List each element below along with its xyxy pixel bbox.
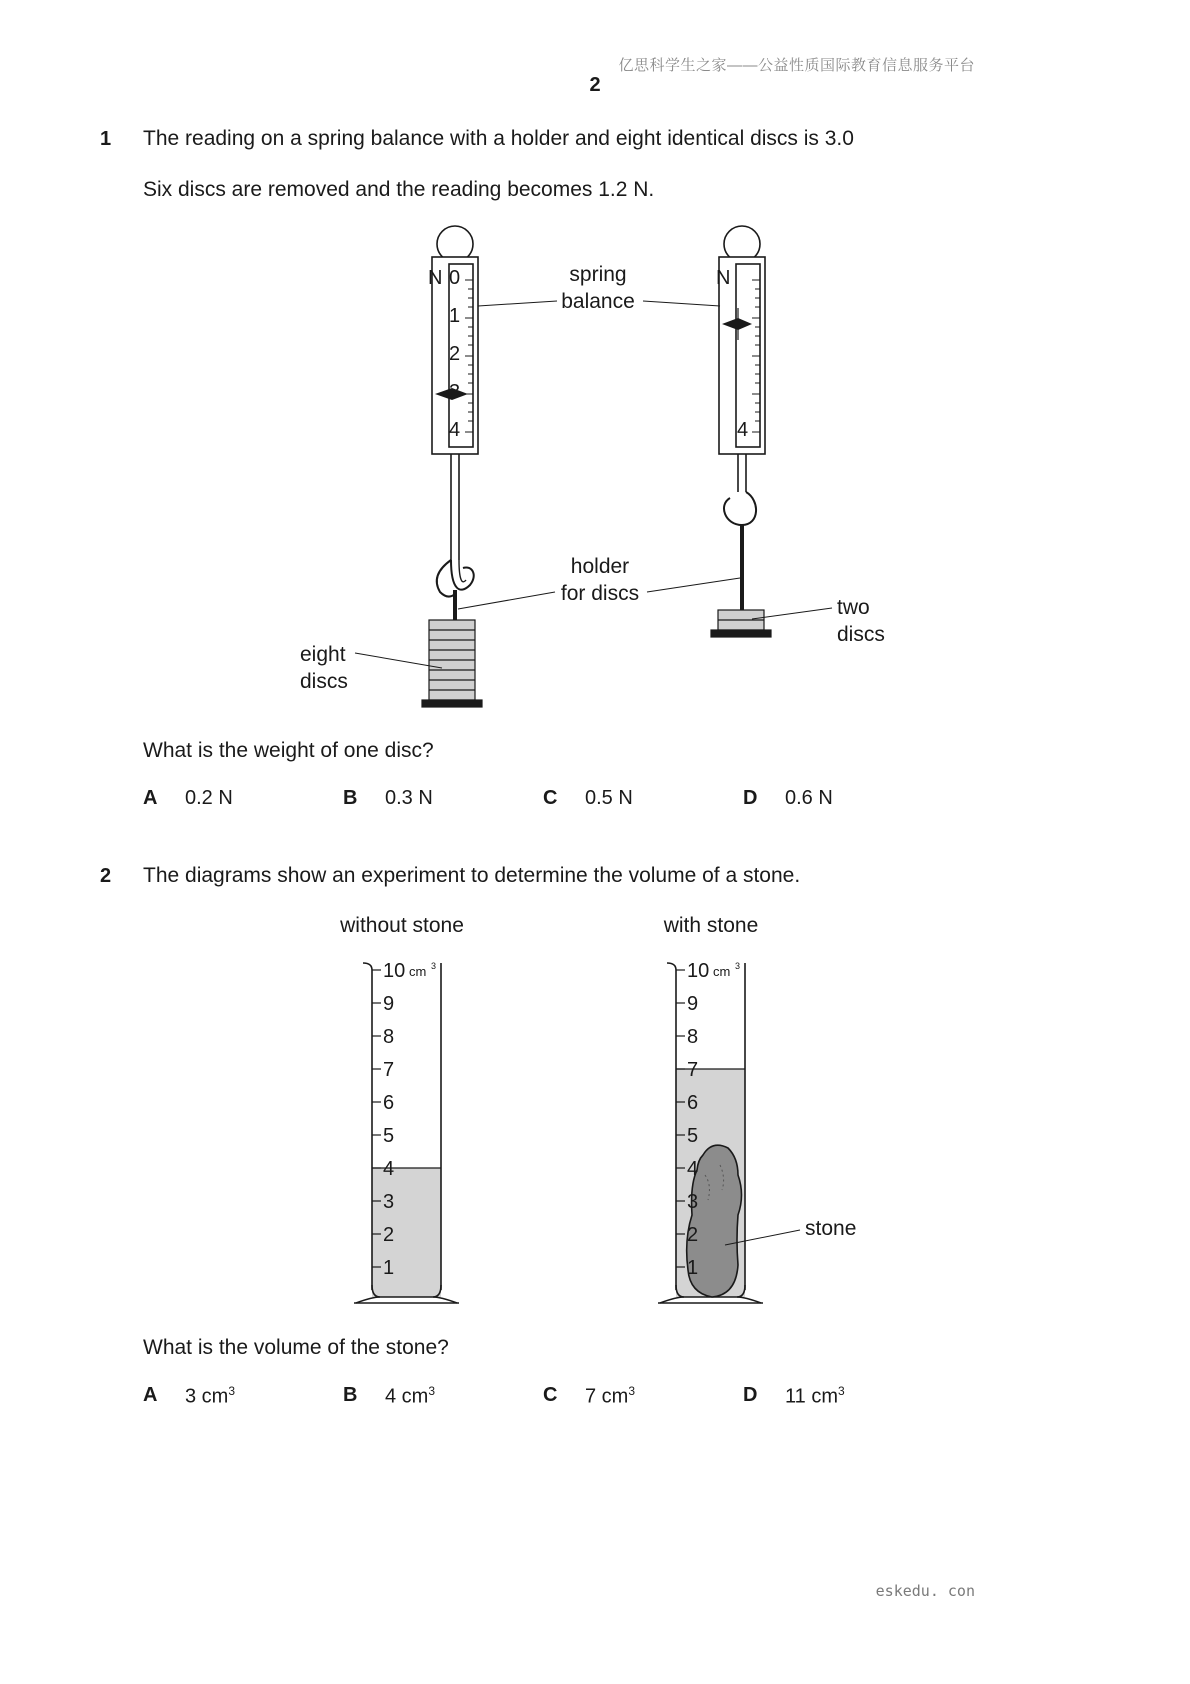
label-eight: eight	[300, 643, 346, 666]
left-cyl-4: 4	[383, 1158, 395, 1180]
footer-site: eskedu. con	[875, 1582, 975, 1600]
left-cyl-5: 5	[383, 1125, 395, 1147]
label-eight-discs: discs	[300, 670, 348, 693]
question-1-number: 1	[100, 128, 112, 150]
q1-option-c-letter[interactable]: C	[543, 787, 558, 809]
q1-option-d-letter[interactable]: D	[743, 787, 758, 809]
right-cyl-unit-sup: 3	[735, 961, 741, 971]
question-1-text-line1: The reading on a spring balance with a holder and eight identical discs is 3.0	[143, 127, 854, 150]
left-cyl-1: 1	[383, 1257, 395, 1279]
q2-option-c-letter[interactable]: C	[543, 1384, 558, 1406]
right-cyl-2: 2	[687, 1224, 699, 1246]
right-cyl-6: 6	[687, 1092, 699, 1114]
question-2-options	[143, 1384, 943, 1414]
right-scale-4: 4	[737, 419, 749, 441]
right-scale-unit: N	[716, 267, 731, 289]
holder-leader-right	[647, 578, 740, 592]
q2-option-b-letter[interactable]: B	[343, 1384, 358, 1406]
right-cyl-3: 3	[687, 1191, 699, 1213]
q2-option-b-value[interactable]: 4 $cm^3$	[385, 1384, 436, 1408]
right-cyl-10: 10	[687, 960, 710, 982]
question-1-options	[143, 787, 943, 817]
spring-balance-leader-right	[643, 301, 720, 306]
q1-option-c-value[interactable]: 0.5 N	[585, 787, 633, 809]
question-2-text: The diagrams show an experiment to determine the volume of a stone.	[143, 864, 801, 887]
left-cyl-10: 10	[383, 960, 406, 982]
q2-option-c-value[interactable]: 7 $cm^3$	[585, 1384, 636, 1408]
label-with-stone: with stone	[663, 914, 759, 937]
label-stone: stone	[805, 1217, 857, 1240]
left-cyl-7: 7	[383, 1059, 395, 1081]
label-spring: spring	[569, 263, 627, 286]
cylinder-without-stone	[354, 963, 459, 1303]
label-without-stone: without stone	[340, 914, 464, 937]
q2-option-a-value[interactable]: 3 $cm^3$	[185, 1384, 236, 1408]
holder-leader-left	[458, 592, 555, 609]
left-scale-3: 3	[449, 381, 461, 403]
q1-option-a-letter[interactable]: A	[143, 787, 158, 809]
q1-option-d-value[interactable]: 0.6 N	[785, 787, 833, 809]
question-1-prompt: What is the weight of one disc?	[143, 739, 434, 762]
question-2-prompt: What is the volume of the stone?	[143, 1336, 449, 1359]
label-balance: balance	[561, 290, 635, 313]
q2-option-d-letter[interactable]: D	[743, 1384, 758, 1406]
label-two: two	[837, 596, 870, 619]
left-cyl-unit-sup: 3	[431, 961, 437, 971]
right-cyl-9: 9	[687, 993, 699, 1015]
header-watermark: 亿思科学生之家——公益性质国际教育信息服务平台	[618, 57, 975, 74]
question-2-number: 2	[100, 865, 112, 887]
q1-option-b-value[interactable]: 0.3 N	[385, 787, 433, 809]
right-cyl-8: 8	[687, 1026, 699, 1048]
spring-balance-leader-left	[478, 301, 557, 306]
right-cyl-5: 5	[687, 1125, 699, 1147]
left-scale-0: 0	[449, 267, 461, 289]
q1-option-b-letter[interactable]: B	[343, 787, 358, 809]
left-scale-4: 4	[449, 419, 461, 441]
question-1-text-line2: Six discs are removed and the reading becomes 1.2 N.	[143, 178, 655, 201]
left-cyl-6: 6	[383, 1092, 395, 1114]
left-cyl-3: 3	[383, 1191, 395, 1213]
right-cyl-7: 7	[687, 1059, 699, 1081]
left-scale-2: 2	[449, 343, 461, 365]
right-cyl-1: 1	[687, 1257, 699, 1279]
q1-option-a-value[interactable]: 0.2 N	[185, 787, 233, 809]
two-discs	[711, 610, 771, 637]
left-cyl-2: 2	[383, 1224, 395, 1246]
left-cyl-9: 9	[383, 993, 395, 1015]
label-two-discs: discs	[837, 623, 885, 646]
left-scale-unit: N	[428, 267, 443, 289]
label-holder: holder	[570, 555, 630, 578]
eight-discs	[422, 620, 482, 707]
left-cyl-unit: cm	[409, 964, 427, 979]
left-cyl-8: 8	[383, 1026, 395, 1048]
page-number: 2	[589, 74, 601, 96]
q2-option-d-value[interactable]: 11 $cm^3$	[785, 1384, 845, 1408]
right-cyl-unit: cm	[713, 964, 731, 979]
label-for-discs: for discs	[560, 582, 640, 605]
right-cyl-4: 4	[687, 1158, 699, 1180]
q2-option-a-letter[interactable]: A	[143, 1384, 158, 1406]
cylinder-with-stone	[658, 963, 800, 1303]
left-scale-1: 1	[449, 305, 461, 327]
